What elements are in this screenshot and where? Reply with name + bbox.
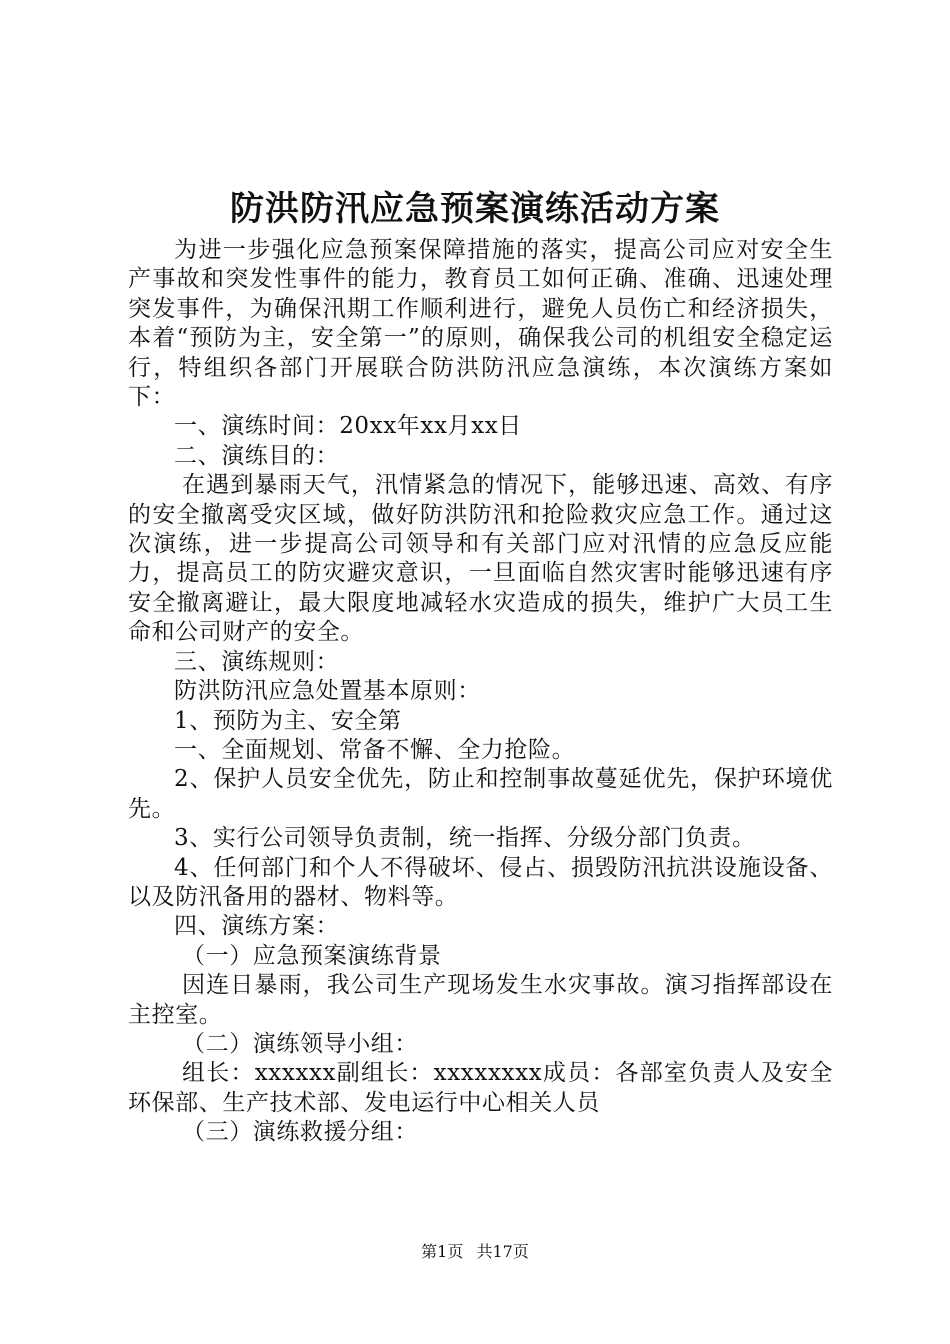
- total-pages: 共17页: [476, 1242, 529, 1261]
- paragraph-drill-time: 一、演练时间：20xx年xx月xx日: [174, 413, 522, 440]
- paragraph-principle-3: 3、实行公司领导负责制，统一指挥、分级分部门负责。: [174, 825, 756, 852]
- paragraph-principle-2: 2、保护人员安全优先，防止和控制事故蔓延优先，保护环境优先。: [128, 766, 833, 822]
- page-number: 第1页: [421, 1242, 464, 1261]
- paragraph-intro: 为进一步强化应急预案保障措施的落实，提高公司应对安全生产事故和突发性事件的能力，教育员工如何正确、准确、迅速处理突发事件，为确保汛期工作顺利进行，避免人员伤亡和经济损失，本着“预防为主，安全第一”的原则，确保我公司的机组安全稳定运行，特组织各部门开展联合防洪防汛应急演练，本次演练方案如下：: [128, 237, 833, 411]
- document-title: 防洪防汛应急预案演练活动方案: [230, 189, 720, 229]
- paragraph-leadership-members: 组长：xxxxxx副组长：xxxxxxxx成员：各部室负责人及安全环保部、生产技术部、发电运行中心相关人员: [128, 1060, 833, 1116]
- paragraph-drill-purpose-heading: 二、演练目的：: [174, 442, 340, 469]
- paragraph-basic-principles: 防洪防汛应急处置基本原则：: [174, 678, 481, 705]
- paragraph-leadership-heading: （二）演练领导小组：: [182, 1030, 418, 1057]
- page-footer: [0, 1241, 950, 1263]
- paragraph-background-heading: （一）应急预案演练背景: [182, 942, 442, 969]
- paragraph-principle-1: 1、预防为主、安全第: [174, 707, 402, 734]
- paragraph-drill-purpose: 在遇到暴雨天气，汛情紧急的情况下，能够迅速、高效、有序的安全撤离受灾区域，做好防洪防汛和抢险救灾应急工作。通过这次演练，进一步提高公司领导和有关部门应对汛情的应急反应能力，提高员工的防灾避灾意识，一旦面临自然灾害时能够迅速有序安全撤离避让，最大限度地减轻水灾造成的损失，维护广大员工生命和公司财产的安全。: [128, 472, 833, 646]
- paragraph-rescue-groups-heading: （三）演练救援分组：: [182, 1119, 418, 1146]
- paragraph-principle-4: 4、任何部门和个人不得破坏、侵占、损毁防汛抗洪设施设备、以及防汛备用的器材、物料等。: [128, 854, 833, 910]
- document-body: [128, 236, 833, 1148]
- paragraph-principle-1-continued: 一、全面规划、常备不懈、全力抢险。: [174, 736, 576, 763]
- paragraph-background: 因连日暴雨，我公司生产现场发生水灾事故。演习指挥部设在主控室。: [128, 972, 833, 1028]
- paragraph-drill-plan-heading: 四、演练方案：: [174, 913, 340, 940]
- paragraph-drill-rules-heading: 三、演练规则：: [174, 648, 340, 675]
